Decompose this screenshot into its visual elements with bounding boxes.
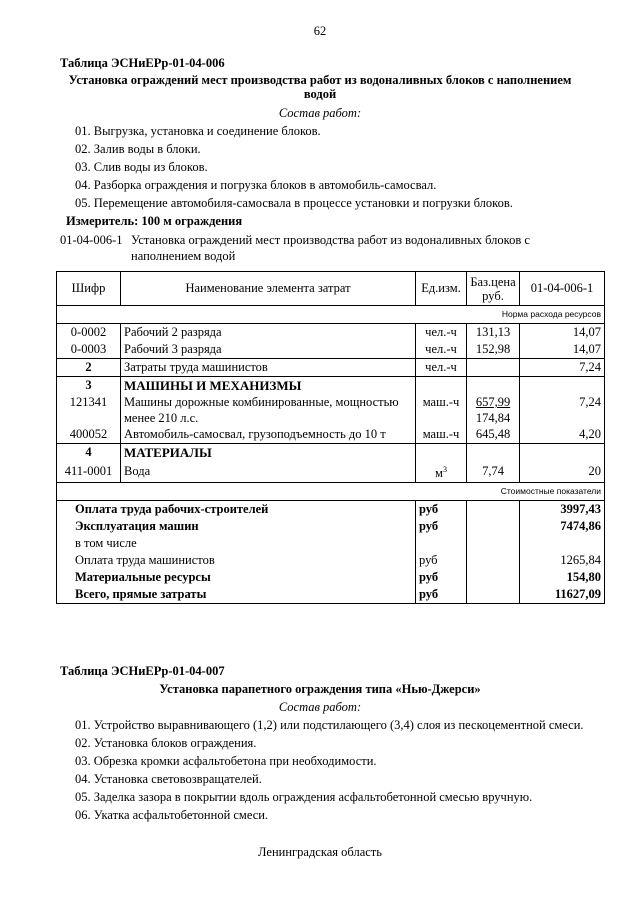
- table2-work-item: 01. Устройство выравнивающего (1,2) или подстилающего (3,4) слоя из пескоцементной смеси.: [75, 718, 584, 732]
- table1-work-item: 04. Разборка ограждения и погрузка блоков в автомобиль-самосвал.: [75, 178, 437, 192]
- table1-code: Таблица ЭСНиЕРр-01-04-006: [60, 56, 225, 70]
- table-row: [57, 426, 605, 444]
- table-row: [57, 461, 605, 483]
- header-code: Шифр: [57, 272, 121, 306]
- cost-caption: Стоимостные показатели: [57, 483, 605, 501]
- cost-value: 11627,09: [520, 586, 605, 604]
- row-price: 131,13: [467, 324, 520, 342]
- empty-cell: [467, 552, 520, 569]
- row-name: Машины дорожные комбинированные, мощностью менее 210 л.с.: [121, 394, 416, 426]
- row-price: [467, 359, 520, 377]
- header-price: Баз.цена руб.: [467, 272, 520, 306]
- table1-work-item: 02. Залив воды в блоки.: [75, 142, 201, 156]
- table1-work-item: 05. Перемещение автомобиля-самосвала в процессе установки и погрузки блоков.: [75, 196, 513, 210]
- row-norm: 7,24: [520, 394, 605, 426]
- cost-caption-row: [57, 483, 605, 501]
- empty-cell: [467, 501, 520, 519]
- row-code: 121341: [57, 394, 121, 426]
- cost-name: Всего, прямые затраты: [57, 586, 416, 604]
- table1-work-item: 01. Выгрузка, установка и соединение блоков.: [75, 124, 321, 138]
- table1-work-item: 03. Слив воды из блоков.: [75, 160, 208, 174]
- row-norm: 7,24: [520, 359, 605, 377]
- cost-name: Оплата труда рабочих-строителей: [57, 501, 416, 519]
- row-unit: чел.-ч: [416, 324, 467, 342]
- table1-title-line1: Установка ограждений мест производства работ из водоналивных блоков с наполнением: [68, 73, 572, 87]
- empty-cell: [467, 586, 520, 604]
- cost-row: [57, 586, 605, 604]
- row-name: Затраты труда машинистов: [121, 359, 416, 377]
- table-row: [57, 394, 605, 426]
- cost-unit: руб: [416, 569, 467, 586]
- section-number: 4: [57, 444, 121, 462]
- table-row: [57, 324, 605, 342]
- empty-cell: [520, 444, 605, 462]
- cost-name: в том числе: [57, 535, 416, 552]
- row-unit: чел.-ч: [416, 359, 467, 377]
- cost-row: [57, 569, 605, 586]
- row-norm: 20: [520, 461, 605, 483]
- section-number: 3: [57, 377, 121, 395]
- cost-value: 1265,84: [520, 552, 605, 569]
- table2-code: Таблица ЭСНиЕРр-01-04-007: [60, 664, 225, 678]
- table1-item-desc-line2: наполнением водой: [131, 249, 236, 263]
- empty-cell: [520, 377, 605, 395]
- row-name: Вода: [121, 461, 416, 483]
- row-unit: маш.-ч: [416, 394, 467, 426]
- table-row: [57, 341, 605, 359]
- row-code: 411-0001: [57, 461, 121, 483]
- table2-work-item: 05. Заделка зазора в покрытии вдоль ограждения асфальтобетонной смесью вручную.: [75, 790, 533, 804]
- row-norm: 14,07: [520, 341, 605, 359]
- section-row: [57, 444, 605, 462]
- empty-cell: [467, 569, 520, 586]
- row-name: Рабочий 3 разряда: [121, 341, 416, 359]
- row-code: 400052: [57, 426, 121, 444]
- cost-unit: руб: [416, 501, 467, 519]
- row-code: 2: [57, 359, 121, 377]
- empty-cell: [416, 377, 467, 395]
- table1-item-desc-line1: Установка ограждений мест производства работ из водоналивных блоков с: [131, 233, 530, 247]
- page-footer: Ленинградская область: [258, 845, 382, 859]
- empty-cell: [467, 444, 520, 462]
- table-header-row: [57, 272, 605, 306]
- norm-caption-row: [57, 306, 605, 324]
- row-unit: чел.-ч: [416, 341, 467, 359]
- row-price: 645,48: [467, 426, 520, 444]
- cost-unit: руб: [416, 586, 467, 604]
- row-name: Автомобиль-самосвал, грузоподъемность до 10 т: [121, 426, 416, 444]
- row-price: 7,74: [467, 461, 520, 483]
- table1-title-line2: водой: [303, 87, 337, 101]
- table1-works-heading: Состав работ:: [278, 106, 362, 120]
- cost-unit: руб: [416, 518, 467, 535]
- table-row: [57, 359, 605, 377]
- norm-caption: Норма расхода ресурсов: [57, 306, 605, 324]
- row-unit: маш.-ч: [416, 426, 467, 444]
- cost-value: 154,80: [520, 569, 605, 586]
- empty-cell: [467, 377, 520, 395]
- cost-value: 7474,86: [520, 518, 605, 535]
- row-code: 0-0002: [57, 324, 121, 342]
- section-title: МАШИНЫ И МЕХАНИЗМЫ: [121, 377, 416, 395]
- row-price: 152,98: [467, 341, 520, 359]
- cost-row: [57, 552, 605, 569]
- cost-value: 3997,43: [520, 501, 605, 519]
- row-norm: 4,20: [520, 426, 605, 444]
- table2-work-item: 06. Укатка асфальтобетонной смеси.: [75, 808, 269, 822]
- section-row: [57, 377, 605, 395]
- page-number: 62: [313, 24, 327, 38]
- section-title: МАТЕРИАЛЫ: [121, 444, 416, 462]
- row-code: 0-0003: [57, 341, 121, 359]
- header-norm: 01-04-006-1: [520, 272, 605, 306]
- table2-work-item: 04. Установка световозвращателей.: [75, 772, 262, 786]
- table2-work-item: 03. Обрезка кромки асфальтобетона при необходимости.: [75, 754, 377, 768]
- empty-cell: [520, 535, 605, 552]
- row-unit: $м^3$: [416, 461, 467, 483]
- table1-meter: Измеритель: 100 м ограждения: [66, 214, 243, 228]
- cost-name: Материальные ресурсы: [57, 569, 416, 586]
- cost-row: [57, 518, 605, 535]
- table1-item-code: 01-04-006-1: [60, 233, 123, 247]
- header-name: Наименование элемента затрат: [121, 272, 416, 306]
- empty-cell: [467, 518, 520, 535]
- cost-name: Эксплуатация машин: [57, 518, 416, 535]
- empty-cell: [467, 535, 520, 552]
- table2-work-item: 02. Установка блоков ограждения.: [75, 736, 257, 750]
- resource-table: [56, 271, 605, 604]
- cost-name: Оплата труда машинистов: [57, 552, 416, 569]
- row-price: 657,99 174,84: [467, 394, 520, 426]
- empty-cell: [416, 444, 467, 462]
- row-norm: 14,07: [520, 324, 605, 342]
- cost-row: [57, 501, 605, 519]
- table2-works-heading: Состав работ:: [278, 700, 362, 714]
- cost-row: [57, 535, 605, 552]
- row-name: Рабочий 2 разряда: [121, 324, 416, 342]
- empty-cell: [416, 535, 467, 552]
- cost-unit: руб: [416, 552, 467, 569]
- table2-title: Установка парапетного ограждения типа «Нью-Джерси»: [159, 682, 481, 696]
- header-unit: Ед.изм.: [416, 272, 467, 306]
